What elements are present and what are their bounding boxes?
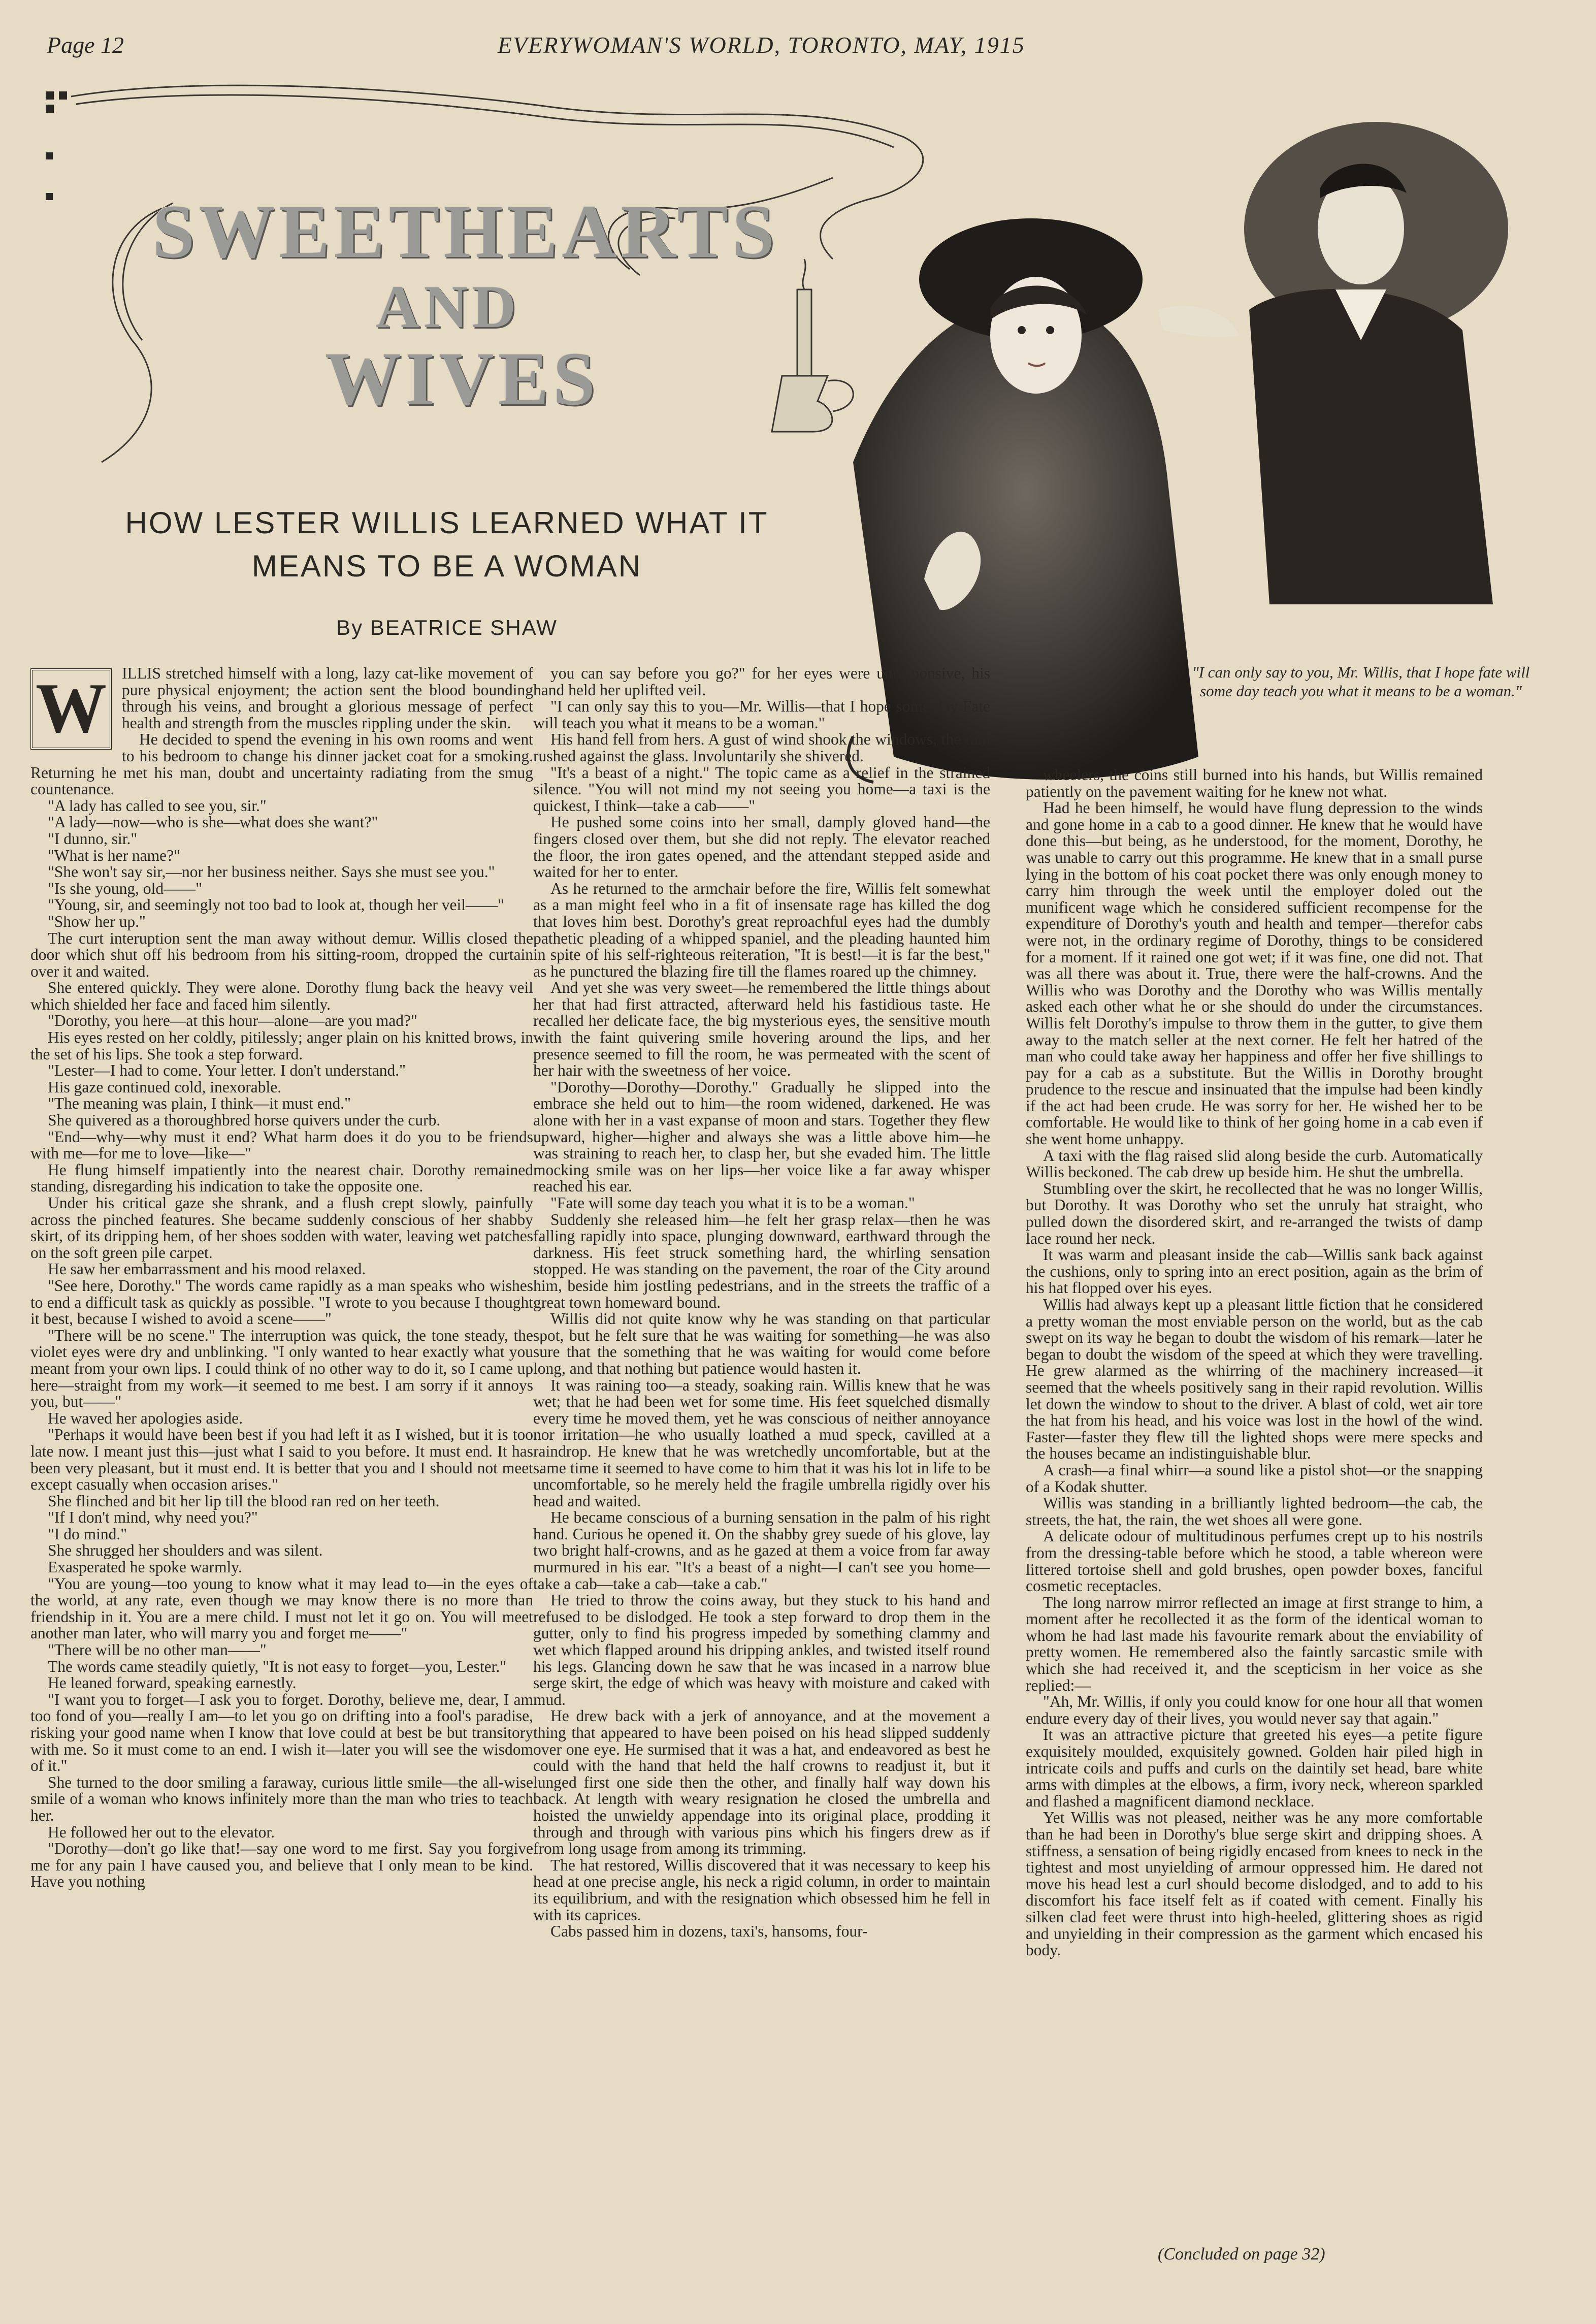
paragraph: "Ah, Mr. Willis, if only you could know for one hour all that women endure every day of their lives, you would never say that again." bbox=[1026, 1693, 1483, 1727]
subtitle-line-1: HOW LESTER WILLIS LEARNED WHAT IT bbox=[125, 506, 769, 540]
paragraph: A delicate odour of multitudinous perfumes crept up to his nostrils from the dressing-table before which he stood, a table whereon were littered tortoise shell and gold brushes, open powder boxes, fanciful cosmetic receptacles. bbox=[1026, 1527, 1483, 1595]
paragraph: "End—why—why must it end? What harm does it do you to be friends with me—for me to love—like—" bbox=[30, 1127, 533, 1163]
title-line-2: AND bbox=[376, 273, 520, 340]
article-column-3 bbox=[1026, 767, 1483, 2219]
paragraph: Willis had always kept up a pleasant little fiction that he considered a pretty woman the most enviable person on the world, but as the cab swept on its way he began to doubt the wisdom of his remark—later he began to doubt the wisdom of the speed at which they were travelling. He grew alarmed as the whirring of the machinery increased—it seemed that the wheels positively sang in their rapid revolution. Willis let down the window to shout to the driver. A blast of cold, wet air tore the hat from his head, and his voice was lost in the howl of the wind. Faster—faster they flew till the lighted shops were mere specks and the houses became an indistinguishable blur. bbox=[1026, 1296, 1483, 1463]
title-line-3: WIVES bbox=[325, 337, 600, 421]
paragraph: "The meaning was plain, I think—it must end." bbox=[48, 1094, 351, 1113]
column-3-text bbox=[1026, 767, 1483, 1959]
page-header bbox=[0, 0, 1596, 81]
paragraph: Willis was standing in a brilliantly lighted bedroom—the cab, the streets, the hat, the rain, the wet shoes all were gone. bbox=[1026, 1494, 1483, 1529]
paragraph: ILLIS stretched himself with a long, lazy cat-like movement of pure physical enjoyment; the action sent the blood bounding through his veins, and brought a glorious message of perfect health and strength from the muscles rippling under the skin. bbox=[122, 665, 533, 732]
paragraph: It was an attractive picture that greeted his eyes—a petite figure exquisitely moulded, exquisitely gowned. Golden hair piled high in intricate coils and puffs and curls on the daintily set head, bare white arms with dimples at the elbows, a firm, ivory neck, whereon sparkled and flashed a magnificent diamond necklace. bbox=[1026, 1726, 1483, 1810]
paragraph: She quivered as a thoroughbred horse quivers under the curb. bbox=[48, 1111, 441, 1129]
paragraph: Yet Willis was not pleased, neither was he any more comfortable than he had been in Dorothy's blue serge skirt and dripping shoes. A stiffness, a sensation of being rigidly encased from knees to neck in the tightest and most unyielding of armour oppressed him. He dared not move his head lest a curl should become dislodged, and to add to his discomfort his face itself felt as if coated with cement. Finally his silken clad feet were thrust into high-heeled, glittering shoes as rigid and unyielding in their compression as the garment which encased his body. bbox=[1026, 1809, 1483, 1959]
paragraph: Stumbling over the skirt, he recollected that he was no longer Willis, but Dorothy. It was Dorothy who set the unruly hat straight, who pulled down the disordered skirt, and re-arranged the twists of damp lace round her neck. bbox=[1026, 1179, 1483, 1247]
column-1-text bbox=[30, 665, 533, 1890]
paragraph: Cabs passed him in dozens, taxi's, hansoms, four- bbox=[550, 1922, 868, 1941]
paragraph: He tried to throw the coins away, but they stuck to his hand and refused to be dislodged. He took a step forward to drop them in the gutter, only to find his progress impeded by something clammy and wet which flapped around his dripping ankles, and twisted itself round his legs. Glancing down he saw that he was incased in a narrow blue serge skirt, the edge of which was heavy with moisture and caked with mud. bbox=[533, 1591, 990, 1708]
title-line-1: SWEETHEARTS bbox=[152, 189, 779, 274]
page-number: Page 12 bbox=[47, 32, 124, 58]
paragraph: She shrugged her shoulders and was silent. bbox=[48, 1541, 323, 1560]
paragraph: "I do mind." bbox=[48, 1525, 127, 1543]
paragraph: A crash—a final whirr—a sound like a pistol shot—or the snapping of a Kodak shutter. bbox=[1026, 1461, 1483, 1496]
paragraph: "A lady—now—who is she—what does she want?" bbox=[48, 813, 378, 831]
paragraph: He became conscious of a burning sensation in the palm of his right hand. Curious he opened it. On the shabby grey suede of his glove, lay two bright half-crowns, and as he gazed at them a voice from far away murmured in his ear. "It's a beast of a night—I can't see you home—take a cab—take a cab—take a cab." bbox=[533, 1508, 990, 1593]
article-column-1 bbox=[30, 665, 533, 2270]
paragraph: And yet she was very sweet—he remembered the little things about her that had first attracted, afterward held his fastidious taste. He recalled her delicate face, the big mysterious eyes, the sensitive mouth with the faint quivering smile hovering around the lips, and her presence seemed to fill the room, he was permeated with the scent of her hair with the sweetness of her voice. bbox=[533, 979, 990, 1080]
paragraph: He followed her out to the elevator. bbox=[48, 1823, 275, 1841]
continuation-note: (Concluded on page 32) bbox=[1158, 2245, 1325, 2264]
paragraph: "Young, sir, and seemingly not too bad to look at, though her veil——" bbox=[48, 896, 504, 914]
paragraph: "I can only say this to you—Mr. Willis—that I hope some day Fate will teach you what it means to be a woman." bbox=[533, 697, 990, 732]
paragraph: "If I don't mind, why need you?" bbox=[48, 1508, 258, 1527]
paragraph: "Lester—I had to come. Your letter. I don't understand." bbox=[48, 1061, 406, 1080]
byline: By BEATRICE SHAW bbox=[336, 616, 558, 639]
paragraph: Exasperated he spoke warmly. bbox=[48, 1558, 242, 1576]
paragraph: He flung himself impatiently into the nearest chair. Dorothy remained standing, disregarding his indication to take the opposite one. bbox=[30, 1160, 533, 1196]
paragraph: Had he been himself, he would have flung depression to the winds and gone home in a cab to a good dinner. He knew that he would have done this—but being, as he understood, for the moment, Dorothy, he was unable to carry out this programme. He knew that in a small purse lying in the bottom of his coat pocket there was only enough money to carry him through the week until the employer doled out the munificent wage which he considered sufficient recompense for the expenditure of Dorothy's youth and health and temper—therefor cabs were not, in the ordinary regime of Dorothy, things to be considered for a moment. If it rained one got wet; if it was fine, one did not. That was all there was about it. True, there were the half-crowns. And the Willis who was Dorothy and the Dorothy who was Willis mentally asked each other what he or she should do under the circumstances. Willis felt Dorothy's impulse to throw them in the gutter, to give them away to the match seller at the next corner. He felt her hatred of the man who could take away her happiness and offer her five shillings to pay for a cab as a substitute. But the Willis in Dorothy brought prudence to the rescue and insinuated that the impulse had been kindly if the act had been crude. He was sorry for her. He wished her to be comfortable. He would like to think of her going home in a cab even if she went home unhappy. bbox=[1026, 799, 1483, 1148]
paragraph: The hat restored, Willis discovered that it was necessary to keep his head at one precise angle, his neck a rigid column, in order to maintain its equilibrium, and with the resignation which obsessed him he fell in with its caprices. bbox=[533, 1856, 990, 1924]
paragraph: His hand fell from hers. A gust of wind shook the windows, the rain rushed against the glass. Involuntarily she shivered. bbox=[533, 730, 990, 765]
dropcap-letter: W bbox=[30, 668, 112, 750]
publication-line: EVERYWOMAN'S WORLD, TORONTO, MAY, 1915 bbox=[498, 32, 1025, 58]
illustration-caption: "I can only say to you, Mr. Willis, that I hope fate will some day teach you what it means to be a woman." bbox=[1192, 663, 1530, 700]
paragraph: "Dorothy—Dorothy—Dorothy." Gradually he slipped into the embrace she held out to him—the room widened, darkened. He was alone with her in a vast expanse of moon and stars. Together they flew upward, higher—higher and always she was a little above him—he was straining to reach her, to clasp her, but she evaded him. The little mocking smile was on her lips—her voice like a far away whisper reached his ear. bbox=[533, 1078, 990, 1196]
article-column-2 bbox=[533, 665, 990, 2270]
paragraph: "You are young—too young to know what it may lead to—in the eyes of the world, at any rate, even though we may know there is no more than friendship in it. You are a mere child. I must not let it go on. You will meet another man later, who will marry you and forget me——" bbox=[30, 1574, 533, 1642]
paragraph: He saw her embarrassment and his mood relaxed. bbox=[48, 1260, 366, 1278]
subtitle-line-2: MEANS TO BE A WOMAN bbox=[251, 549, 642, 583]
paragraph: wheelers, the coins still burned into his hands, but Willis remained patiently on the pavement waiting for he knew not what. bbox=[1026, 767, 1483, 800]
paragraph: "See here, Dorothy." The words came rapidly as a man speaks who wishes to end a difficult task as quickly as possible. "I wrote to you because I thought it best, because I wished to avoid a scene——" bbox=[30, 1276, 533, 1328]
paragraph: She flinched and bit her lip till the blood ran red on her teeth. bbox=[48, 1492, 440, 1510]
paragraph: "Is she young, old——" bbox=[48, 879, 202, 897]
paragraph: She turned to the door smiling a faraway, curious little smile—the all-wise smile of a woman who knows infinitely more than the man who tries to teach her. bbox=[30, 1773, 533, 1824]
paragraph: He waved her apologies aside. bbox=[48, 1409, 243, 1427]
paragraph: "I dunno, sir." bbox=[48, 829, 138, 848]
paragraph: She entered quickly. They were alone. Dorothy flung back the heavy veil which shielded her face and faced him silently. bbox=[30, 979, 533, 1013]
paragraph: He pushed some coins into her small, damply gloved hand—the fingers closed over them, but she did not reply. The elevator reached the floor, the iron gates opened, and the attendant stepped aside and waited for her to enter. bbox=[533, 813, 990, 881]
paragraph: "Dorothy—don't go like that!—say one word to me first. Say you forgive me for any pain I have caused you, and believe that I only mean to be kind. Have you nothing bbox=[30, 1839, 533, 1891]
paragraph: "A lady has called to see you, sir." bbox=[48, 796, 267, 815]
paragraph: "She won't say sir,—nor her business neither. Says she must see you." bbox=[48, 863, 495, 881]
paragraph: His gaze continued cold, inexorable. bbox=[48, 1078, 282, 1096]
paragraph: "Dorothy, you here—at this hour—alone—are you mad?" bbox=[48, 1012, 417, 1030]
paragraph: Willis did not quite know why he was standing on that particular spot, but he felt sure that he was waiting for something—he was also sure that the something that he was waiting for would come before long, and that nothing but patience would hasten it. bbox=[533, 1310, 990, 1377]
paragraph: "There will be no other man——" bbox=[48, 1641, 267, 1659]
paragraph: His eyes rested on her coldly, pitilessly; anger plain on his knitted brows, in the set of his lips. She took a step forward. bbox=[30, 1028, 533, 1063]
paragraph: "Perhaps it would have been best if you had left it as I wished, but it is too late now. I meant just this—just what I said to you before. It must end. It has been very pleasant, but it must end. It is better that you and I should not meet except casually when occasion arises." bbox=[30, 1426, 533, 1494]
paragraph: He decided to spend the evening in his own rooms and went to his bedroom to change his dinner jacket coat for a smoking. Returning he met his man, doubt and uncertainty radiating from the smug countenance. bbox=[30, 730, 533, 798]
paragraph: "Fate will some day teach you what it is to be a woman." bbox=[550, 1194, 915, 1212]
paragraph: "There will be no scene." The interruption was quick, the tone steady, the violet eyes were dry and unblinking. "I only wanted to hear exactly what you meant from your own lips. I could think of no other way to do it, so I came up here—straight from my work—it seemed to me best. I am sorry if it annoys you, but——" bbox=[30, 1326, 533, 1411]
paragraph: "I want you to forget—I ask you to forget. Dorothy, believe me, dear, I am too fond of you—really I am—to let you go on drifting into a fool's paradise, risking your good name when I know that love could at best be but transitory with me. So it must come to an end. I wish it—later you will see the wisdom of it." bbox=[30, 1690, 533, 1775]
paragraph: The words came steadily quietly, "It is not easy to forget—you, Lester." bbox=[48, 1657, 507, 1675]
paragraph: It was warm and pleasant inside the cab—Willis sank back against the cushions, only to spring into an erect position, again as the brim of his hat flopped over his eyes. bbox=[1026, 1246, 1483, 1297]
paragraph: Suddenly she released him—he felt her grasp relax—then he was falling rapidly into space, plunging downward, earthward through the darkness. His feet struck something hard, the whirling sensation stopped. He was standing on the pavement, the roar of the City around him, beside him jostling pedestrians, and in the streets the traffic of a great town homeward bound. bbox=[533, 1210, 990, 1311]
paragraph: As he returned to the armchair before the fire, Willis felt somewhat as a man might feel who in a fit of insensate rage has killed the dog that loves him best. Dorothy's great reproachful eyes had the dumbly pathetic pleading of a whipped spaniel, and the pleading haunted him in spite of his self-righteous reiteration, "It is best!—it is far the best," as he punctured the blazing fire till the flames roared up the chimney. bbox=[533, 879, 990, 980]
paragraph: "What is her name?" bbox=[48, 846, 180, 864]
paragraph: The long narrow mirror reflected an image at first strange to him, a moment after he recollected it as the form of the identical woman to whom he had last made his favourite remark about the enviability of pretty women. He remembered also the faintly sarcastic smile with which she had received it, and the scepticism in her voice as she replied:— bbox=[1026, 1593, 1483, 1694]
paragraph: "Show her up." bbox=[48, 912, 146, 930]
paragraph: you can say before you go?" for her eyes were unresponsive, his hand held her uplifted veil. bbox=[533, 665, 990, 699]
column-2-text bbox=[533, 665, 990, 1940]
paragraph: "It's a beast of a night." The topic came as a relief in the strained silence. "You will not mind my not seeing you home—a taxi is the quickest, I think—take a cab——" bbox=[533, 763, 990, 815]
paragraph: He leaned forward, speaking earnestly. bbox=[48, 1674, 297, 1692]
paragraph: It was raining too—a steady, soaking rain. Willis knew that he was wet; that he had been wet for some time. His feet squelched dismally every time he moved them, yet he was conscious of neither annoyance nor irritation—he who usually loathed a mud speck, cavilled at a raindrop. He knew that he was wretchedly uncomfortable, but at the same time it seemed to have come to him that it was his lot in life to be uncomfortable, so he merely held the fragile umbrella rigidly over his head and waited. bbox=[533, 1376, 990, 1510]
paragraph: He drew back with a jerk of annoyance, and at the movement a thing that appeared to have been poised on his head slipped suddenly over one eye. He surmised that it was a hat, and endeavored as best he could with the hand that held the half crowns to readjust it, but it lunged first one side then the other, and finally half way down his back. At length with weary resignation he closed the umbrella and hoisted the unwieldy appendage into its original place, prodding it through and through with various pins which his fingers drew as if from long usage from among its trimming. bbox=[533, 1707, 990, 1858]
paragraph: The curt interuption sent the man away without demur. Willis closed the door which shut off his bedroom from his sitting-room, dropped the curtain over it and waited. bbox=[30, 929, 533, 980]
paragraph: A taxi with the flag raised slid along beside the curb. Automatically Willis beckoned. The cab drew up beside him. He shut the umbrella. bbox=[1026, 1146, 1483, 1181]
paragraph: Under his critical gaze she shrank, and a flush crept slowly, painfully across the pinched features. She became suddenly conscious of her shabby skirt, of its dripping hem, of her shoes sodden with water, leaving wet patches on the soft green pile carpet. bbox=[30, 1194, 533, 1262]
